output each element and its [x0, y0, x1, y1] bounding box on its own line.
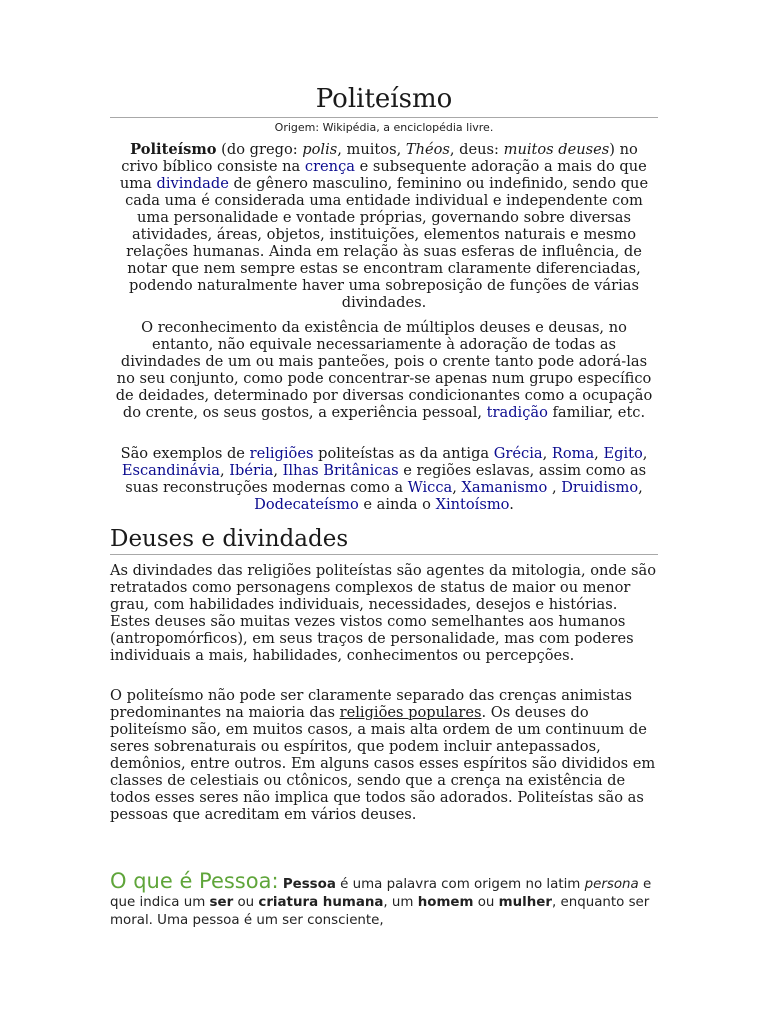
- bold-term: mulher: [498, 895, 552, 910]
- text: O politeísmo não pode ser claramente separado das crenças animistas predominantes na maioria das: [110, 687, 633, 721]
- intro-paragraph: [110, 141, 658, 311]
- text: e subsequente adoração a mais do que uma: [119, 158, 647, 192]
- paragraph-divindades: As divindades das religiões politeístas são agentes da mitologia, onde são retratados como personagens complexos de status de maior ou menor grau, com habilidades individuais, necessidades, desejos e histórias. Estes deuses são muitas vezes vistos como semelhantes aos humanos (antropomórficos), em seus traços de personalidade, mas com poderes individuais a mais, habilidades, conhecimentos ou percepções.: [110, 562, 657, 664]
- link-dodecateismo[interactable]: Dodecateísmo: [254, 496, 359, 513]
- greek-word: Théos: [405, 141, 450, 158]
- bold-term: homem: [417, 895, 474, 910]
- source-note: Origem: Wikipédia, a enciclopédia livre.: [274, 121, 494, 134]
- link-ilhas-britanicas[interactable]: Ilhas Britânicas: [282, 462, 399, 479]
- text: familiar, etc.: [547, 404, 646, 421]
- link-grecia[interactable]: Grécia: [493, 445, 543, 462]
- section-heading-deuses: Deuses e divindades: [110, 526, 349, 552]
- link-egito[interactable]: Egito: [603, 445, 643, 462]
- paragraph-reconhecimento: [110, 319, 658, 421]
- text: , um: [383, 895, 418, 910]
- text: é uma palavra com origem no latim: [335, 877, 585, 892]
- paragraph-animismo: [110, 687, 658, 823]
- link-xamanismo[interactable]: Xamanismo: [461, 479, 552, 496]
- greek-word: polis: [302, 141, 338, 158]
- text: , enquanto ser moral. Uma pessoa é um ser consciente,: [110, 895, 650, 928]
- pessoa-heading: O que é Pessoa:: [110, 869, 279, 893]
- text: O reconhecimento da existência de múltiplos deuses e deusas, no entanto, não equivale necessariamente à adoração de todas as divindades de um ou mais panteões, pois o crente tanto pode adorá-las no seu conjunto, como pode concentrar-se apenas num grupo específico de deidades, determinado por diversas condicionantes como a ocupação do crente, os seus gostos, a experiência pessoal,: [115, 319, 653, 421]
- paragraph-exemplos: São exemplos de religiões politeístas as da antiga Grécia, Roma, Egito, Escandinávia, Ibéria, Ilhas Britânicas e regiões eslavas, assim como as suas reconstruções modernas como a Wicca, Xamanismo , Druidismo, Dodecateísmo e ainda o Xintoísmo.: [120, 445, 648, 513]
- link-xintoismo[interactable]: Xintoísmo: [435, 496, 510, 513]
- text: São exemplos de: [120, 445, 250, 462]
- link-divindade[interactable]: divindade: [156, 175, 229, 192]
- text: ou: [473, 895, 499, 910]
- text: politeístas as da antiga: [313, 445, 494, 462]
- text: . Os deuses do politeísmo são, em muitos casos, a mais alta ordem de um continuum de seres sobrenaturais ou espíritos, que podem incluir antepassados, demônios, entre outros. Em alguns casos esses espíritos são divididos em classes de celestiais ou ctônicos, sendo que a crença na existência de todos esses seres não implica que todos são adorados. Politeístas são as pessoas que acreditam em vários deuses.: [110, 704, 656, 823]
- page-title: Politeísmo: [315, 84, 453, 114]
- text: , muitos,: [337, 141, 406, 158]
- link-crenca[interactable]: crença: [304, 158, 355, 175]
- section-divider: [110, 554, 658, 555]
- title-divider: [110, 117, 658, 118]
- link-druidismo[interactable]: Druidismo: [561, 479, 639, 496]
- bold-term: criatura humana: [258, 895, 384, 910]
- text: de gênero masculino, feminino ou indefinido, sendo que cada uma é considerada uma entidade individual e independente com uma personalidade e vontade próprias, governando sobre diversas atividades, áreas, objetos, instituições, elementos naturais e mesmo relações humanas. Ainda em relação às suas esferas de influência, de notar que nem sempre estas se encontram claramente diferenciadas, podendo naturalmente haver uma sobreposição de funções de várias divindades.: [125, 175, 649, 311]
- link-religioes[interactable]: religiões: [249, 445, 314, 462]
- text: ) no crivo bíblico consiste na: [121, 141, 638, 175]
- term-bold: Politeísmo: [130, 141, 217, 158]
- text: e que indica um: [110, 877, 652, 910]
- bold-term: ser: [209, 895, 234, 910]
- italic-term: persona: [584, 877, 639, 892]
- text: (do grego:: [216, 141, 303, 158]
- link-escandinavia[interactable]: Escandinávia: [121, 462, 220, 479]
- bold-term: Pessoa: [282, 877, 336, 892]
- text: ou: [233, 895, 259, 910]
- link-roma[interactable]: Roma: [551, 445, 595, 462]
- link-wicca[interactable]: Wicca: [407, 479, 453, 496]
- text: e ainda o: [358, 496, 436, 513]
- link-religioes-populares[interactable]: religiões populares: [339, 704, 482, 721]
- translation: muitos deuses: [503, 141, 610, 158]
- link-tradicao[interactable]: tradição: [486, 404, 548, 421]
- paragraph-pessoa: [110, 869, 670, 930]
- text: , deus:: [449, 141, 504, 158]
- link-iberia[interactable]: Ibéria: [229, 462, 274, 479]
- text: e regiões eslavas, assim como as suas reconstruções modernas como a: [125, 462, 647, 496]
